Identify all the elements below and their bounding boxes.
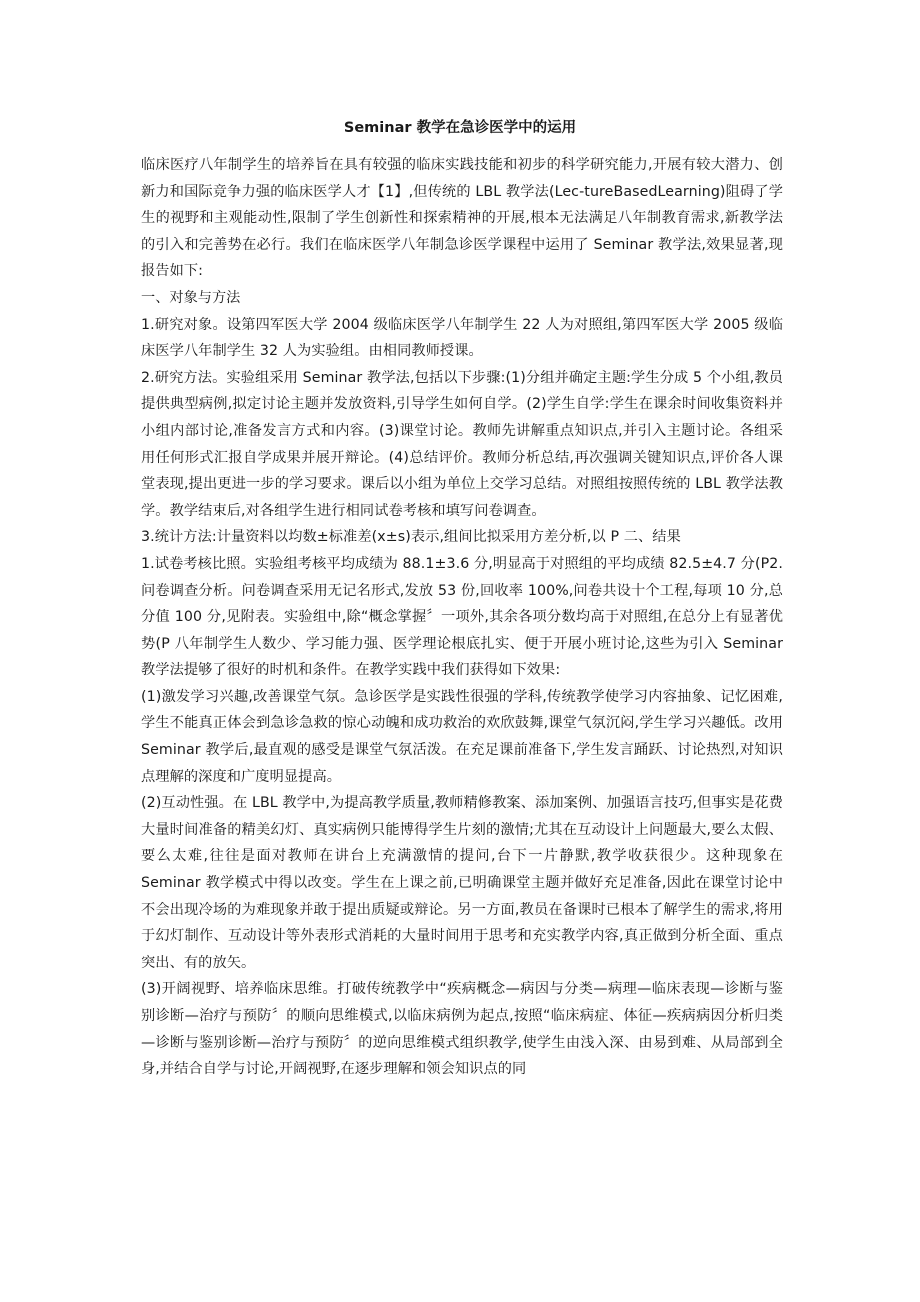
document-body xyxy=(141,152,783,1083)
section-heading-methods: 一、对象与方法 xyxy=(141,289,241,306)
paragraph-effect-interaction: (2)互动性强。在 LBL 教学中,为提高教学质量,教师精修教案、添加案例、加强语言技巧,但事实是花费大量时间准备的精美幻灯、真实病例只能博得学生片刻的激情;尤其在互动设计上问题最大,要么太假、要么太难,往往是面对教师在讲台上充满激情的提问,台下一片静默,教学收获很少。这种现象在 Seminar 教学模式中得以改变。学生在上课之前,已明确课堂主题并做好充足准备,因此在课堂讨论中不会出现冷场的为难现象并敢于提出质疑或辩论。另一方面,教员在备课时已根本了解学生的需求,将用于幻灯制作、互动设计等外表形式消耗的大量时间用于思考和充实教学内容,真正做到分析全面、重点突出、有的放矢。 xyxy=(141,795,783,971)
document-title: Seminar 教学在急诊医学中的运用 xyxy=(343,120,577,136)
paragraph-effect-thinking: (3)开阔视野、培养临床思维。打破传统教学中“疾病概念—病因与分类—病理—临床表现—诊断与鉴别诊断—治疗与预防〞的顺向思维模式,以临床病例为起点,按照“临床病症、体征—疾病病因分析归类—诊断与鉴别诊断—治疗与预防〞的逆向思维模式组织教学,使学生由浅入深、由易到难、从局部到全身,并结合自学与讨论,开阔视野,在逐步理解和领会知识点的同 xyxy=(141,981,783,1078)
paragraph-results: 1.试卷考核比照。实验组考核平均成绩为 88.1±3.6 分,明显高于对照组的平均成绩 82.5±4.7 分(P2.问卷调查分析。问卷调查采用无记名形式,发放 53 份,回收率 100%,问卷共设十个工程,每项 10 分,总分值 100 分,见附表。实验组中,除“概念掌握〞一项外,其余各项分数均高于对照组,在总分上有显著优势(P 八年制学生人数少、学习能力强、医学理论根底扎实、便于开展小班讨论,这些为引入 Seminar 教学法提够了很好的时机和条件。在教学实践中我们获得如下效果: xyxy=(141,555,783,679)
paragraph-subjects: 1.研究对象。设第四军医大学 2004 级临床医学八年制学生 22 人为对照组,第四军医大学 2005 级临床医学八年制学生 32 人为实验组。由相同教师授课。 xyxy=(141,316,783,360)
paragraph-statistics: 3.统计方法:计量资料以均数±标准差(x±s)表示,组间比拟采用方差分析,以 P 二、结果 xyxy=(141,529,681,546)
paragraph-intro: 临床医疗八年制学生的培养旨在具有较强的临床实践技能和初步的科学研究能力,开展有较大潜力、创新力和国际竞争力强的临床医学人才【1】,但传统的 LBL 教学法(Lec-tureBasedLearning)阻碍了学生的视野和主观能动性,限制了学生创新性和探索精神的开展,根本无法满足八年制教育需求,新教学法的引入和完善势在必行。我们在临床医学八年制急诊医学课程中运用了 Seminar 教学法,效果显著,现报告如下: xyxy=(141,157,783,280)
paragraph-effect-interest: (1)激发学习兴趣,改善课堂气氛。急诊医学是实践性很强的学科,传统教学使学习内容抽象、记忆困难,学生不能真正体会到急诊急救的惊心动魄和成功救治的欢欣鼓舞,课堂气氛沉闷,学生学习兴趣低。改用 Seminar 教学后,最直观的感受是课堂气氛活泼。在充足课前准备下,学生发言踊跃、讨论热烈,对知识点理解的深度和广度明显提高。 xyxy=(141,688,783,785)
paragraph-methods: 2.研究方法。实验组采用 Seminar 教学法,包括以下步骤:(1)分组并确定主题:学生分成 5 个小组,教员提供典型病例,拟定讨论主题并发放资料,引导学生如何自学。(2)学生自学:学生在课余时间收集资料并小组内部讨论,准备发言方式和内容。(3)课堂讨论。教师先讲解重点知识点,并引入主题讨论。各组采用任何形式汇报自学成果并展开辩论。(4)总结评价。教师分析总结,再次强调关键知识点,评价各人课堂表现,提出更进一步的学习要求。课后以小组为单位上交学习总结。对照组按照传统的 LBL 教学法教学。教学结束后,对各组学生进行相同试卷考核和填写问卷调查。 xyxy=(141,369,783,519)
